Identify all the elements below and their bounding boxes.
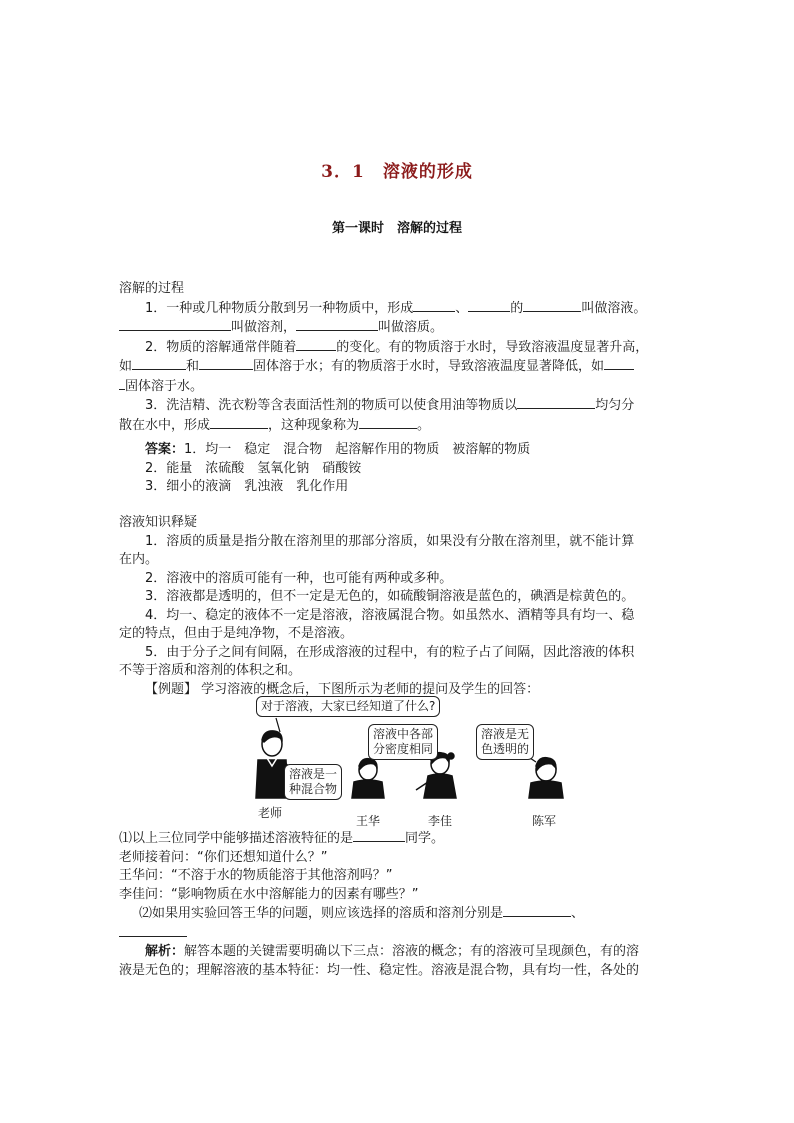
analysis-line-2: 液是无色的；理解溶液的基本特征：均一性、稳定性。溶液是混合物，具有均一性，各处的 (119, 962, 640, 978)
blank (199, 357, 253, 370)
question-2-line-1: 2．物质的溶解通常伴随着 的变化。有的物质溶于水时，导致溶液温度显著升高， (145, 339, 649, 355)
answers-block (119, 441, 679, 497)
wang-hua-name: 王华 (356, 814, 381, 828)
faq-4-line-1: 4．均一、稳定的液体不一定是溶液，溶液属混合物。如虽然水、酒精等具有均一、稳 (145, 607, 635, 623)
answer-1: 答案：1．均一 稳定 混合物 起溶解作用的物质 被溶解的物质 (145, 442, 531, 457)
chen-jun-name: 陈军 (532, 814, 557, 828)
example-question-1: ⑴以上三位同学中能够描述溶液特征的是 同学。 (119, 831, 445, 846)
blank (517, 396, 595, 409)
teacher-followup: 老师接着问：“你们还想知道什么？” (119, 849, 328, 865)
example-intro: 【例题】 学习溶液的概念后，下图所示为老师的提问及学生的回答： (145, 681, 540, 697)
question-2-line-2: 如 和 固体溶于水；有的物质溶于水时，导致溶液温度显著降低，如 (119, 357, 679, 377)
lesson-subtitle: 第一课时 溶解的过程 (331, 221, 462, 236)
blank (468, 299, 510, 312)
example-questions (119, 829, 679, 980)
faq-1-line-2: 在内。 (119, 552, 159, 567)
section-dissolving-process (119, 280, 679, 435)
li-jia-name: 李佳 (428, 814, 453, 828)
answer-2: 2．能量 浓硫酸 氢氧化钠 硝酸铵 (145, 460, 362, 476)
example-illustration (250, 694, 570, 828)
blank (523, 299, 581, 312)
faq-1-line-1: 1．溶质的质量是指分散在溶剂里的那部分溶质，如果没有分散在溶剂里，就不能计算 (145, 533, 635, 549)
blank (210, 416, 268, 429)
wang-hua-question: 王华问：“不溶于水的物质能溶于其他溶剂吗？” (119, 868, 393, 883)
faq-3: 3．溶液都是透明的，但不一定是无色的，如硫酸铜溶液是蓝色的，碘酒是棕黄色的。 (145, 589, 635, 604)
section-solution-faq (119, 514, 679, 699)
li-jia-speech-bubble: 溶液中各部 分密度相同 (368, 724, 438, 760)
blank (413, 299, 455, 312)
question-1-line-1: 1．一种或几种物质分散到另一种物质中，形成 、 的 叫做溶液。 (145, 300, 647, 316)
blank (119, 924, 187, 937)
blank (604, 357, 634, 370)
question-2-line-3: 固体溶于水。 (119, 377, 679, 397)
question-1-line-2: 叫做溶剂， 叫做溶质。 (119, 318, 679, 338)
analysis-line-1: 解析：解答本题的关键需要明确以下三点：溶液的概念；有的溶液可呈现颜色，有的溶 (145, 944, 640, 959)
teacher-name: 老师 (258, 806, 283, 820)
section-heading: 溶液知识释疑 (119, 515, 198, 530)
faq-5-line-2: 不等于溶质和溶剂的体积之和。 (119, 663, 302, 678)
section-heading: 溶解的过程 (119, 281, 185, 296)
question-3-line-1: 3．洗洁精、洗衣粉等含表面活性剂的物质可以使食用油等物质以 均匀分 (145, 398, 635, 413)
chen-jun-figure (529, 758, 563, 798)
blank (359, 416, 417, 429)
teacher-bubble-tail (276, 718, 280, 732)
blank (296, 338, 336, 351)
li-jia-question: 李佳问：“影响物质在水中溶解能力的因素有哪些？” (119, 886, 419, 902)
blank (119, 318, 231, 331)
answer-3: 3．细小的液滴 乳浊液 乳化作用 (145, 479, 349, 494)
faq-2: 2．溶液中的溶质可能有一种，也可能有两种或多种。 (145, 570, 453, 586)
wang-hua-speech-bubble: 溶液是一 种混合物 (284, 764, 342, 800)
blank (503, 904, 571, 917)
example-question-2-line-2 (119, 924, 679, 944)
blank (296, 318, 378, 331)
question-3-line-2: 散在水中，形成 ，这种现象称为 。 (119, 417, 431, 433)
page-title: 3．1 溶液的形成 (321, 162, 473, 182)
teacher-speech-bubble: 对于溶液，大家已经知道了什么? (256, 696, 440, 717)
blank (132, 357, 186, 370)
faq-5-line-1: 5．由于分子之间有间隔，在形成溶液的过程中，有的粒子占了间隔，因此溶液的体积 (145, 644, 635, 660)
chen-jun-speech-bubble: 溶液是无 色透明的 (476, 724, 534, 760)
faq-4-line-2: 定的特点，但由于是纯净物，不是溶液。 (119, 626, 354, 641)
blank (353, 829, 405, 842)
example-question-2: ⑵如果用实验回答王华的问题，则应该选择的溶质和溶剂分别是 、 (139, 906, 585, 921)
wang-hua-figure (352, 759, 384, 798)
